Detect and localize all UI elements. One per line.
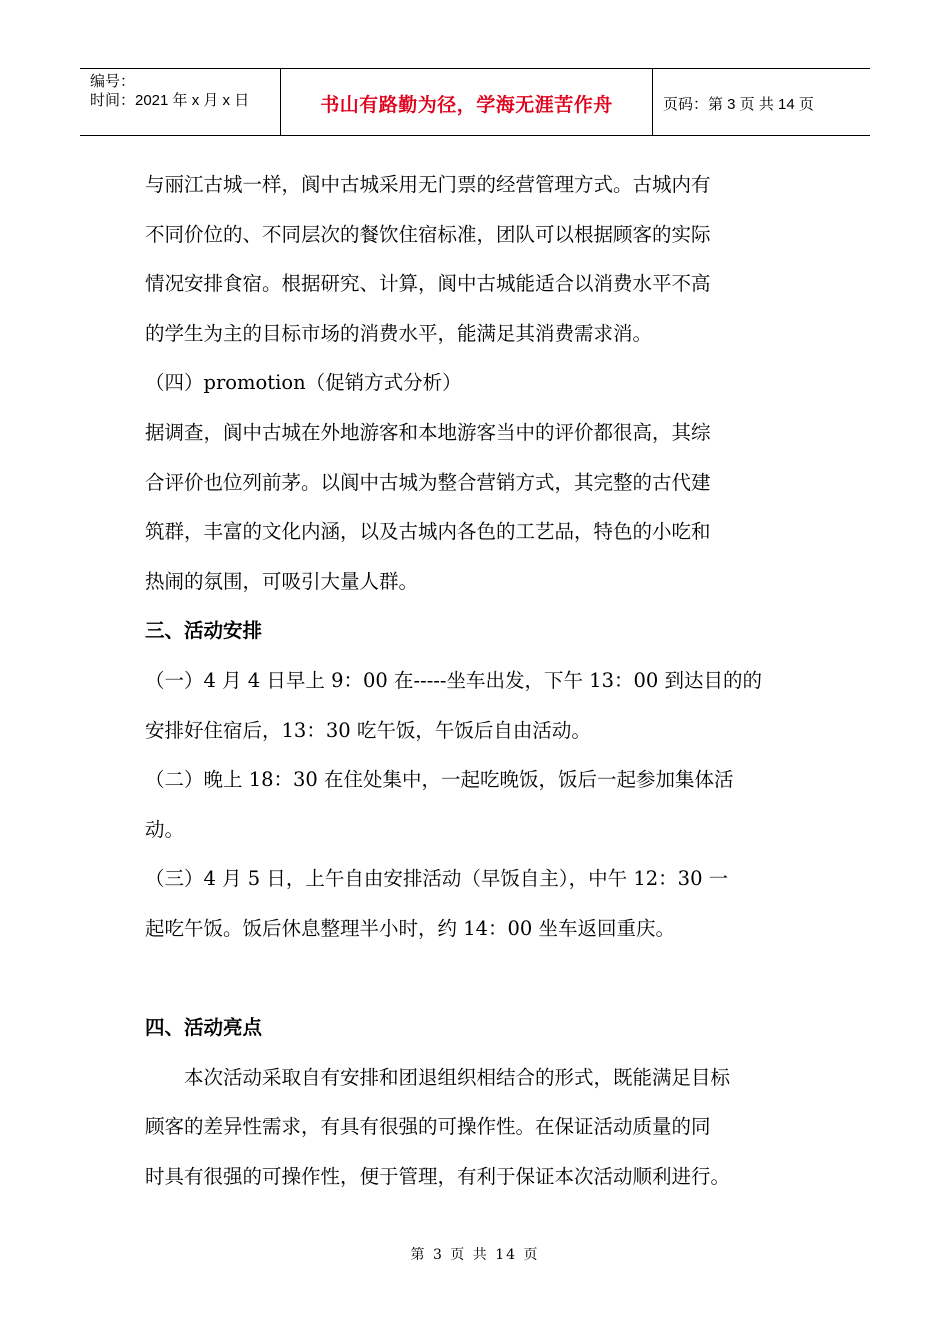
body-line: 不同价位的、不同层次的餐饮住宿标准，团队可以根据顾客的实际	[145, 222, 711, 246]
blank-line	[145, 954, 815, 1004]
body-line: 与丽江古城一样，阆中古城采用无门票的经营管理方式。古城内有	[145, 173, 711, 196]
body-line: 时具有很强的可操作性，便于管理，有利于保证本次活动顺利进行。	[145, 1164, 731, 1188]
body-line: （三）4 月 5 日，上午自由安排活动（早饭自主），中午 12：30 一	[145, 867, 729, 891]
page-footer: 第 3 页 共 14 页	[410, 1247, 540, 1263]
section-heading-activities: 三、活动安排	[145, 619, 263, 643]
document-body	[145, 160, 815, 1201]
body-line: （一）4 月 4 日早上 9：00 在-----坐车出发，下午 13：00 到达目的的	[145, 668, 762, 692]
body-line: 合评价也位列前茅。以阆中古城为整合营销方式，其完整的古代建	[145, 470, 711, 494]
header-motto-cell	[281, 69, 653, 135]
body-line: 热闹的氛围，可吸引大量人群。	[145, 569, 419, 593]
body-line: 起吃午饭。饭后休息整理半小时，约 14：00 坐车返回重庆。	[145, 916, 676, 940]
promotion-subheading: （四）promotion（促销方式分析）	[145, 371, 462, 395]
body-line: 顾客的差异性需求，有具有很强的可操作性。在保证活动质量的同	[145, 1115, 711, 1139]
body-line: 筑群，丰富的文化内涵，以及古城内各色的工艺品，特色的小吃和	[145, 520, 711, 544]
body-line: 动。	[145, 817, 185, 841]
header-meta	[80, 69, 281, 135]
document-number-label: 编号：	[90, 73, 136, 90]
document-date: 时间：2021 年 x 月 x 日	[90, 92, 250, 109]
body-line: 情况安排食宿。根据研究、计算，阆中古城能适合以消费水平不高	[145, 272, 711, 296]
body-line: （二）晚上 18：30 在住处集中，一起吃晚饭，饭后一起参加集体活	[145, 768, 734, 792]
body-line: 安排好住宿后，13：30 吃午饭，午饭后自由活动。	[145, 718, 591, 742]
section-heading-highlights: 四、活动亮点	[145, 1016, 263, 1040]
body-line: 的学生为主的目标市场的消费水平，能满足其消费需求消。	[145, 321, 653, 345]
body-line: 本次活动采取自有安排和团退组织相结合的形式，既能满足目标	[184, 1065, 731, 1089]
page-header	[80, 68, 870, 136]
header-motto: 书山有路勤为径，学海无涯苦作舟	[320, 93, 613, 116]
header-page-info: 页码：第 3 页 共 14 页	[663, 95, 814, 113]
body-line: 据调查，阆中古城在外地游客和本地游客当中的评价都很高，其综	[145, 420, 711, 444]
